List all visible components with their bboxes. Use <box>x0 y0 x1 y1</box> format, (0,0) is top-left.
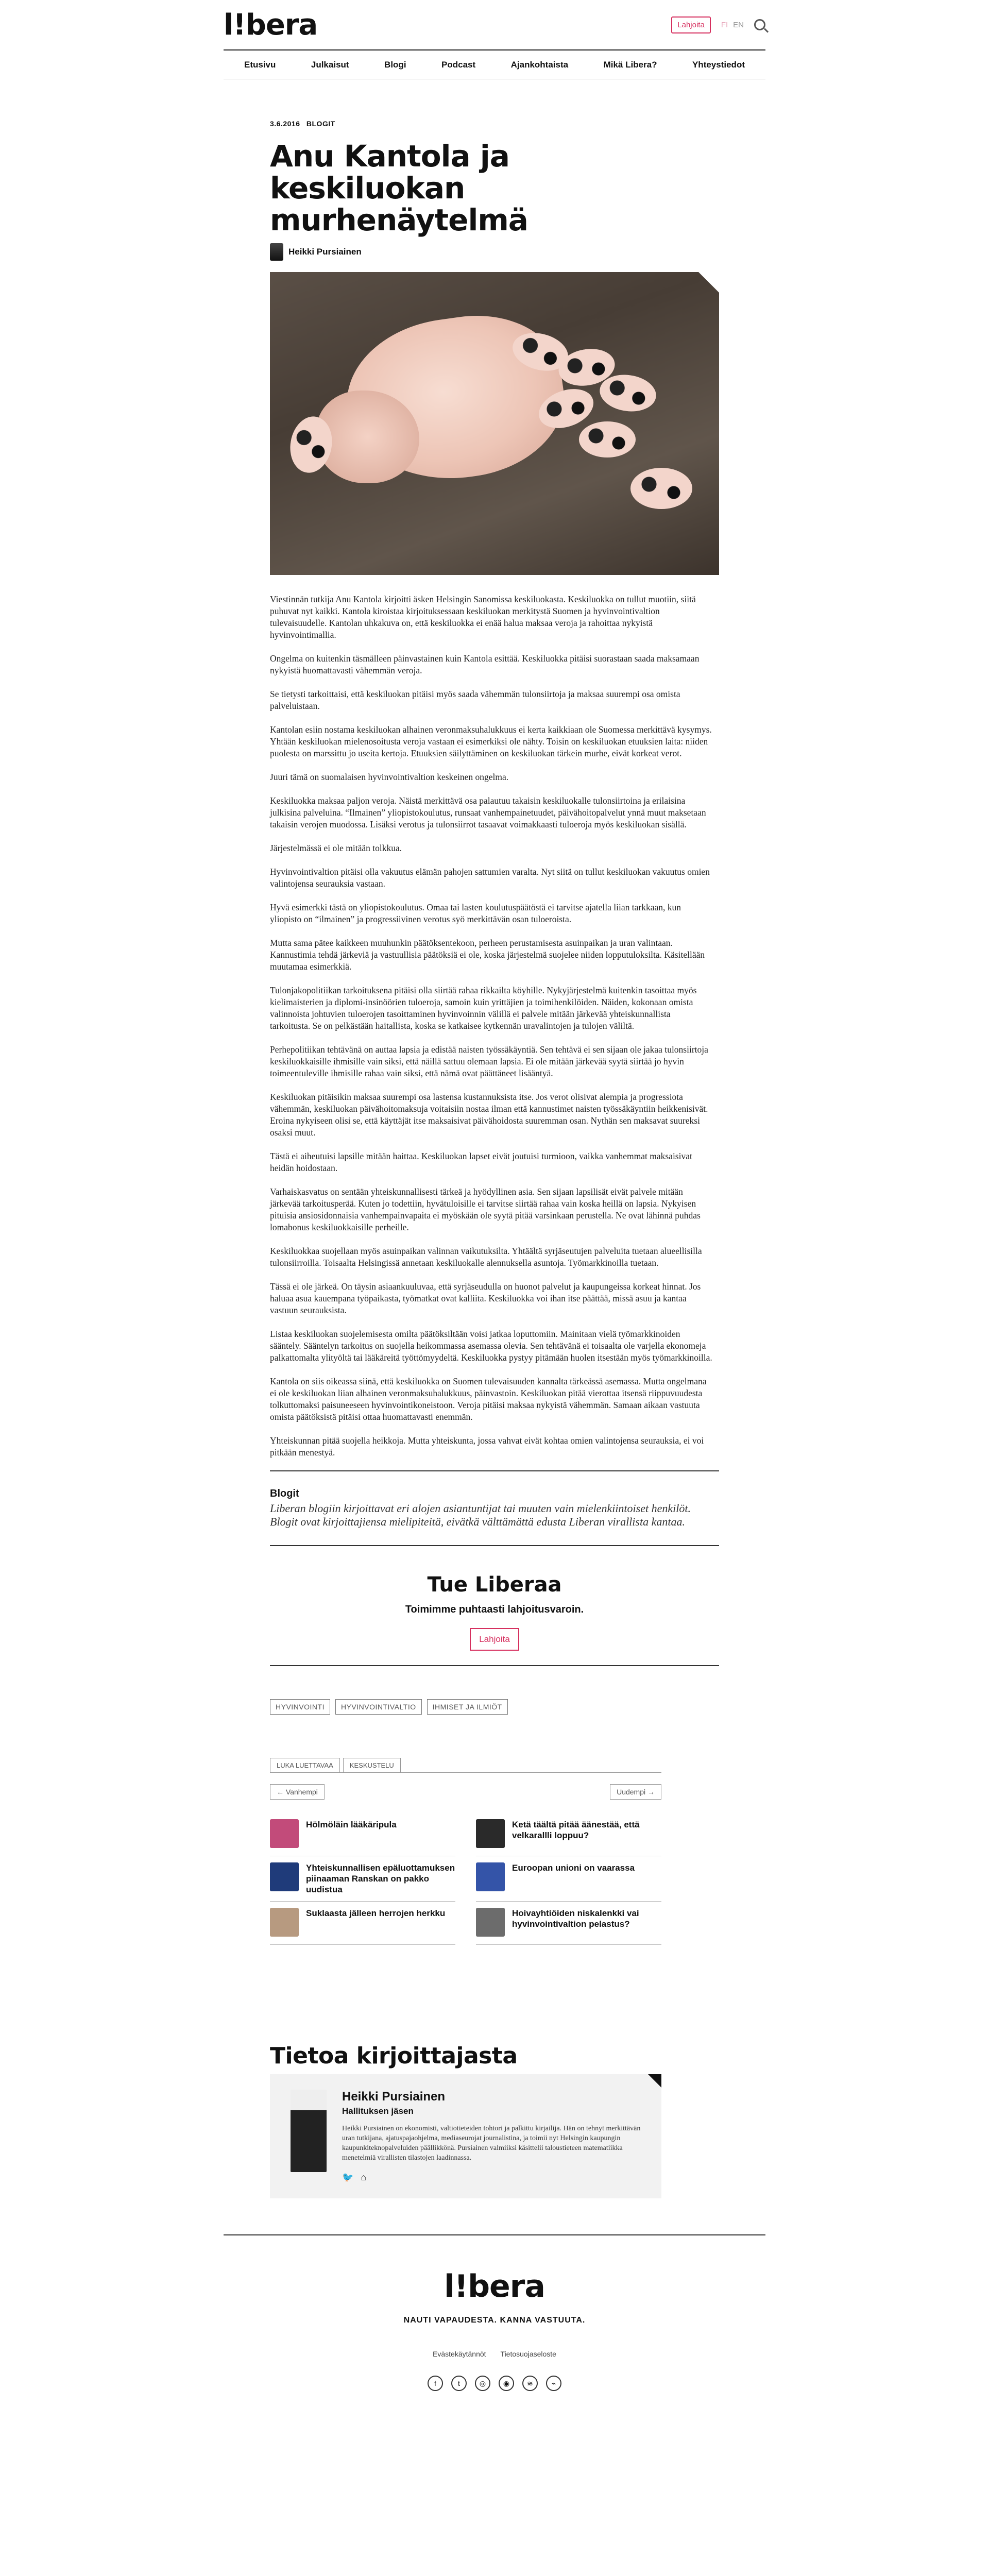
language-switch <box>721 21 744 29</box>
piglet <box>630 468 692 509</box>
nav-ajankohtaista[interactable]: Ajankohtaista <box>510 59 569 70</box>
related-article[interactable] <box>270 1856 455 1902</box>
related-article[interactable] <box>476 1856 661 1902</box>
nav-blogi[interactable]: Blogi <box>384 59 406 70</box>
article-paragraph: Mutta sama pätee kaikkeen muuhunkin päätöksentekoon, perheen perustamisesta asuinpaikan ja uran valintaan. Kannustimia tehdä järkeviä ja vastuullisia päätöksiä ei ole, koska järjestelmä suojelee niiden lopputuloksilta. Käsitellään muutamaa esimerkkiä. <box>270 938 705 972</box>
article-paragraph: Yhteiskunnan pitää suojella heikkoja. Mutta yhteiskunta, jossa vahvat eivät kohtaa omien valintojensa seurauksia, ei voi pitkään menestyä. <box>270 1435 704 1458</box>
article-paragraph: Perhepolitiikan tehtävänä on auttaa lapsia ja edistää naisten työssäkäyntiä. Sen tehtävä ei sen sijaan ole jakaa tulonsiirtoja keskiluokkaisille ihmisille vain siksi, että näillä sattuu olemaan lapsia. Ei ole mitään järkevää syytä siirtää jo hyvin toimeentuleville ihmisille rahaa vain siksi, että nämä ovat päättäneet lisääntyä. <box>270 1044 708 1078</box>
related-article[interactable] <box>476 1902 661 1945</box>
blog-info-heading: Blogit <box>270 1488 299 1499</box>
rss-icon[interactable]: ⌁ <box>546 2376 561 2391</box>
tag-ihmiset-ja-ilmiot[interactable]: IHMISET JA ILMIÖT <box>427 1699 508 1715</box>
article-paragraph: Järjestelmässä ei ole mitään tolkkua. <box>270 843 402 853</box>
spotify-icon[interactable]: ≋ <box>522 2376 538 2391</box>
article-paragraph: Tästä ei aiheutuisi lapsille mitään haittaa. Keskiluokan lapset eivät joutuisi turmioon, vaikka vanhemmat maksaisivat heidän hoidostaan. <box>270 1151 692 1173</box>
article-paragraph: Keskiluokkaa suojellaan myös asuinpaikan valinnan vaikutuksilta. Yhtäältä syrjäseutujen palveluita tuetaan alueellisilla tulonsiirroilla. Toisaalta Helsingissä annetaan keskiluokalle alennuksella asuntoja. Työmarkkinoilla tuetaan. <box>270 1246 702 1268</box>
privacy-policy-link[interactable]: Tietosuojaseloste <box>500 2350 556 2358</box>
article-meta <box>270 120 765 128</box>
article-paragraph: Juuri tämä on suomalaisen hyvinvointivaltion keskeinen ongelma. <box>270 772 509 782</box>
search-icon[interactable] <box>754 19 765 30</box>
article-paragraph: Hyvinvointivaltion pitäisi olla vakuutus elämän pahojen sattumien varalta. Nyt siitä on tullut keskiluokan vakuutus omien valintojensa seurauksia vastaan. <box>270 867 710 889</box>
article-paragraph: Ongelma on kuitenkin täsmälleen päinvastainen kuin Kantola esittää. Keskiluokka pitäisi suorastaan saada maksamaan nykyistä huomattavasti vähemmän veroja. <box>270 653 700 675</box>
related-title[interactable]: Suklaasta jälleen herrojen herkku <box>306 1908 446 1918</box>
author-social <box>342 2172 641 2183</box>
site-logo[interactable]: l!bera <box>224 8 318 42</box>
hero-image <box>270 272 719 575</box>
related-articles <box>270 1813 661 1945</box>
footer-slogan: NAUTI VAPAUDESTA. KANNA VASTUUTA. <box>403 2316 586 2325</box>
cookie-policy-link[interactable]: Evästekäytännöt <box>433 2350 486 2358</box>
about-author-card <box>270 2074 661 2198</box>
related-title[interactable]: Hoivayhtiöiden niskalenkki vai hyvinvointivaltion pelastus? <box>512 1908 639 1929</box>
article-paragraph: Se tietysti tarkoittaisi, että keskiluokan pitäisi myös saada vähemmän tulonsiirtoja ja maksaa suurempi osa omista palveluistaan. <box>270 689 680 711</box>
article-category[interactable]: BLOGIT <box>306 120 335 128</box>
home-icon[interactable]: ⌂ <box>361 2172 367 2182</box>
header-actions <box>671 16 765 33</box>
article-date: 3.6.2016 <box>270 120 300 128</box>
article-title: Anu Kantola ja keskiluokan murhenäytelmä <box>270 139 528 238</box>
nav-podcast[interactable]: Podcast <box>441 59 476 70</box>
related-article[interactable] <box>270 1902 455 1945</box>
about-author-name[interactable]: Heikki Pursiainen <box>342 2090 446 2104</box>
related-thumbnail <box>476 1908 505 1937</box>
article-paragraph: Tulonjakopolitiikan tarkoituksena pitäisi olla siirtää rahaa rikkailta köyhille. Nykyjärjestelmä kuitenkin tasoittaa myös kielimaisterien ja diplomi-insinöörien tuloeroja, samoin kuin yrittäjien ja toimihenkilöiden. Näiden, kokonaan omista valinnoista johtuvien tuloerojen tasoittaminen hyvinvoinnin välillä ei palvele mitään järkevää yhteiskunnallista tarkoitusta. Se on pelkästään haitallista, koska se katkaisee kytkennän uravalintojen ja tulojen väliltä. <box>270 985 697 1031</box>
article-paragraph: Keskiluokka maksaa paljon veroja. Näistä merkittävä osa palautuu takaisin keskiluokalle tulonsiirtoina ja erilaisina julkisina palveluina. “Ilmainen” yliopistokoulutus, runsaat vanhempainetuudet, päivähoitopalvelut ynnä muut maksetaan takaisin verojen muodossa. Lisäksi verotus ja tulonsiirrot tasaavat voimakkaasti tuloeroja myös keskiluokan sisällä. <box>270 795 706 829</box>
blog-info-text: Liberan blogiin kirjoittavat eri alojen asiantuntijat tai muuten vain mielenkiintoiset henkilöt. Blogit ovat kirjoittajiensa mielipiteitä, eivätkä välttämättä edusta Liberan virallista kantaa. <box>270 1502 691 1528</box>
related-title[interactable]: Ketä täältä pitää äänestää, että velkarallli loppuu? <box>512 1820 640 1840</box>
author-name[interactable]: Heikki Pursiainen <box>288 247 362 257</box>
article-paragraph: Tässä ei ole järkeä. On täysin asiaankuuluvaa, että syrjäseudulla on huonot palvelut ja kaupungeissa korkeat hinnat. Jos haluaa asua kauempana työpaikasta, työmatkat ovat kalliita. Keskiluokka voi ihan itse päättää, missä asuu ja kantaa vastuun seurauksista. <box>270 1281 701 1315</box>
related-article[interactable] <box>476 1813 661 1856</box>
support-section <box>270 1546 719 1666</box>
article-paragraph: Kantola on siis oikeassa siinä, että keskiluokka on Suomen tulevaisuuden kannalta tärkeässä asemassa. Mutta ongelmana ei ole keskiluokan liian alhainen veronmaksuhalukkuus, päinvastoin. Keskiluokan pitää vierottaa itsensä riippuvuudesta tolkuttomaksi paisuneeseen hyvinvointikoneistoon. Veroja pitäisi maksaa nykyistä vähemmän. Samaan aikaan vastuuta omista päätöksistä pitäisi ottaa huomattavasti enemmän. <box>270 1376 707 1422</box>
footer-logo[interactable]: l!bera <box>444 2268 545 2304</box>
twitter-icon[interactable]: 🐦 <box>342 2172 354 2182</box>
footer-social <box>224 2376 765 2391</box>
card-corner <box>648 2074 661 2088</box>
related-thumbnail <box>270 1908 299 1937</box>
next-button[interactable]: Uudempi → <box>610 1784 661 1800</box>
about-author-bio: Heikki Pursiainen on ekonomisti, valtiotieteiden tohtori ja palkittu kirjailija. Hän on tehnyt merkittävän uran tutkijana, ajatuspajaohjelma, mediaseurojat journalistina, ja toimii nyt Helsingin kaupungin kaupunkiteknopalveluiden päällikkönä. Pursiainen valmiiksi käsittelii taloustieteen matematiikka menetelmiä virallisten tilastojen laadinnassa. <box>342 2125 641 2162</box>
main-nav <box>224 50 765 79</box>
page <box>224 0 765 2391</box>
related-title[interactable]: Euroopan unioni on vaarassa <box>512 1863 635 1873</box>
author-line <box>270 243 765 261</box>
article-paragraph: Keskiluokan pitäisikin maksaa suurempi osa lastensa kustannuksista itse. Jos verot olisivat alempia ja progressiota vähemmän, keskiluokan päivähoitomaksuja voitaisiin nostaa ilman että kannustimet naisten työssäkäyntiin heikkenisivät. Eroina nykyiseen olisi se, että käyttäjät itse maksaisivat päivähoidosta suuremman osan. Nythän sen maksavat suureksi osaksi muut. <box>270 1092 708 1138</box>
tag-list <box>270 1699 765 1715</box>
article-paragraph: Kantolan esiin nostama keskiluokan alhainen veronmaksuhalukkuus ei kerta kaikkiaan ole Suomessa merkittävä kysymys. Yhtään keskiluokan mielenosoitusta veroja vastaan ei esimerkiksi ole nähty. Toisin on keskiluokan etuuksien laita: niiden puolesta on marssittu jo useita kertoja. Etuuksien säilyttäminen on keskiluokan tärkein murhe, eivät korkeat verot. <box>270 724 712 758</box>
footer-links <box>224 2350 765 2358</box>
related-thumbnail <box>476 1819 505 1848</box>
author-photo <box>291 2090 327 2172</box>
about-author-heading: Tietoa kirjoittajasta <box>270 2043 518 2069</box>
instagram-icon[interactable]: ◎ <box>475 2376 490 2391</box>
support-heading: Tue Liberaa <box>427 1573 562 1597</box>
tag-hyvinvointivaltio[interactable]: HYVINVOINTIVALTIO <box>335 1699 422 1715</box>
twitter-icon[interactable]: t <box>451 2376 467 2391</box>
facebook-icon[interactable]: f <box>428 2376 443 2391</box>
article-paragraph: Varhaiskasvatus on sentään yhteiskunnallisesti tärkeä ja hyödyllinen asia. Sen sijaan lapsilisät eivät palvele mitään järkevää tarkoitusperää. Kuten jo todettiin, hyvätuloisille ei tarvitse siirtää rahaa vain koska heillä on lapsia. Nykyisen pituisia ansiosidonnaisia vanhempainvapaita ei myöskään ole syytä pitää varsinkaan perustella. Ne ovat lähinnä puhdas lomabonus keskiluokkaisille perheille. <box>270 1187 701 1232</box>
lang-en[interactable]: EN <box>733 20 744 29</box>
article-paragraph: Listaa keskiluokan suojelemisesta omilta päätöksiltään voisi jatkaa loputtomiin. Mainitaan vielä työmarkkinoiden sääntely. Sääntelyn tarkoitus on suojella heikommassa asemassa olevia. Sen tehtävänä ei toisaalta ole varjella ekonomeja palkattomalta ylityöltä tai lääkäreitä työttömyydeltä. Keskiluokka pystyy pitämään huolen itsestään myös työmarkkinoilla. <box>270 1329 712 1363</box>
related-thumbnail <box>270 1819 299 1848</box>
author-avatar <box>270 243 283 261</box>
about-author-text <box>342 2090 641 2183</box>
lang-fi[interactable]: FI <box>721 20 728 29</box>
related-thumbnail <box>476 1862 505 1891</box>
nav-mika-libera[interactable]: Mikä Libera? <box>603 59 657 70</box>
content-tabs <box>270 1758 661 1773</box>
tab-luettavaa[interactable]: LUKA LUETTAVAA <box>270 1758 340 1772</box>
tag-hyvinvointi[interactable]: HYVINVOINTI <box>270 1699 330 1715</box>
blog-info-box <box>270 1470 719 1546</box>
nav-yhteystiedot[interactable]: Yhteystiedot <box>692 59 745 70</box>
podcast-icon[interactable]: ◉ <box>499 2376 514 2391</box>
donate-button[interactable]: Lahjoita <box>671 16 711 33</box>
about-author-role: Hallituksen jäsen <box>342 2106 414 2116</box>
related-article[interactable] <box>270 1813 455 1856</box>
footer <box>224 2234 765 2391</box>
pager <box>270 1784 661 1800</box>
piglet <box>579 421 636 457</box>
prev-button[interactable]: ← Vanhempi <box>270 1784 325 1800</box>
tab-keskustelu[interactable]: KESKUSTELU <box>343 1758 401 1772</box>
related-title[interactable]: Hölmöläin lääkäripula <box>306 1820 397 1829</box>
article-paragraph: Hyvä esimerkki tästä on yliopistokoulutus. Omaa tai lasten koulutuspäätöstä ei tarvitse ajatella liian tarkkaan, kun yliopisto on “ilmainen” ja progressiivinen verotus syö merkittävän osan tuloeroista. <box>270 902 681 924</box>
article-paragraph: Viestinnän tutkija Anu Kantola kirjoitti äsken Helsingin Sanomissa keskiluokasta. Keskiluokka on tullut muotiin, siitä puhuvat nyt kaikki. Kantola kiroistaa kirjoituksessaan keskiluokan merkitystä Suomen ja hyvinvointivaltion tulevaisuudelle. Kantolan uhkakuva on, että keskiluokka ei enää halua maksaa veroja ja rahoittaa nykyistä hyvinvointimallia. <box>270 594 696 640</box>
article-body <box>270 594 713 1459</box>
related-title[interactable]: Yhteiskunnallisen epäluottamuksen piinaaman Ranskan on pakko uudistua <box>306 1863 455 1894</box>
header <box>224 0 765 49</box>
nav-etusivu[interactable]: Etusivu <box>244 59 276 70</box>
nav-julkaisut[interactable]: Julkaisut <box>311 59 349 70</box>
image-corner <box>698 272 719 293</box>
support-donate-button[interactable]: Lahjoita <box>470 1628 519 1651</box>
support-subheading: Toimimme puhtaasti lahjoitusvaroin. <box>405 1604 584 1615</box>
related-thumbnail <box>270 1862 299 1891</box>
